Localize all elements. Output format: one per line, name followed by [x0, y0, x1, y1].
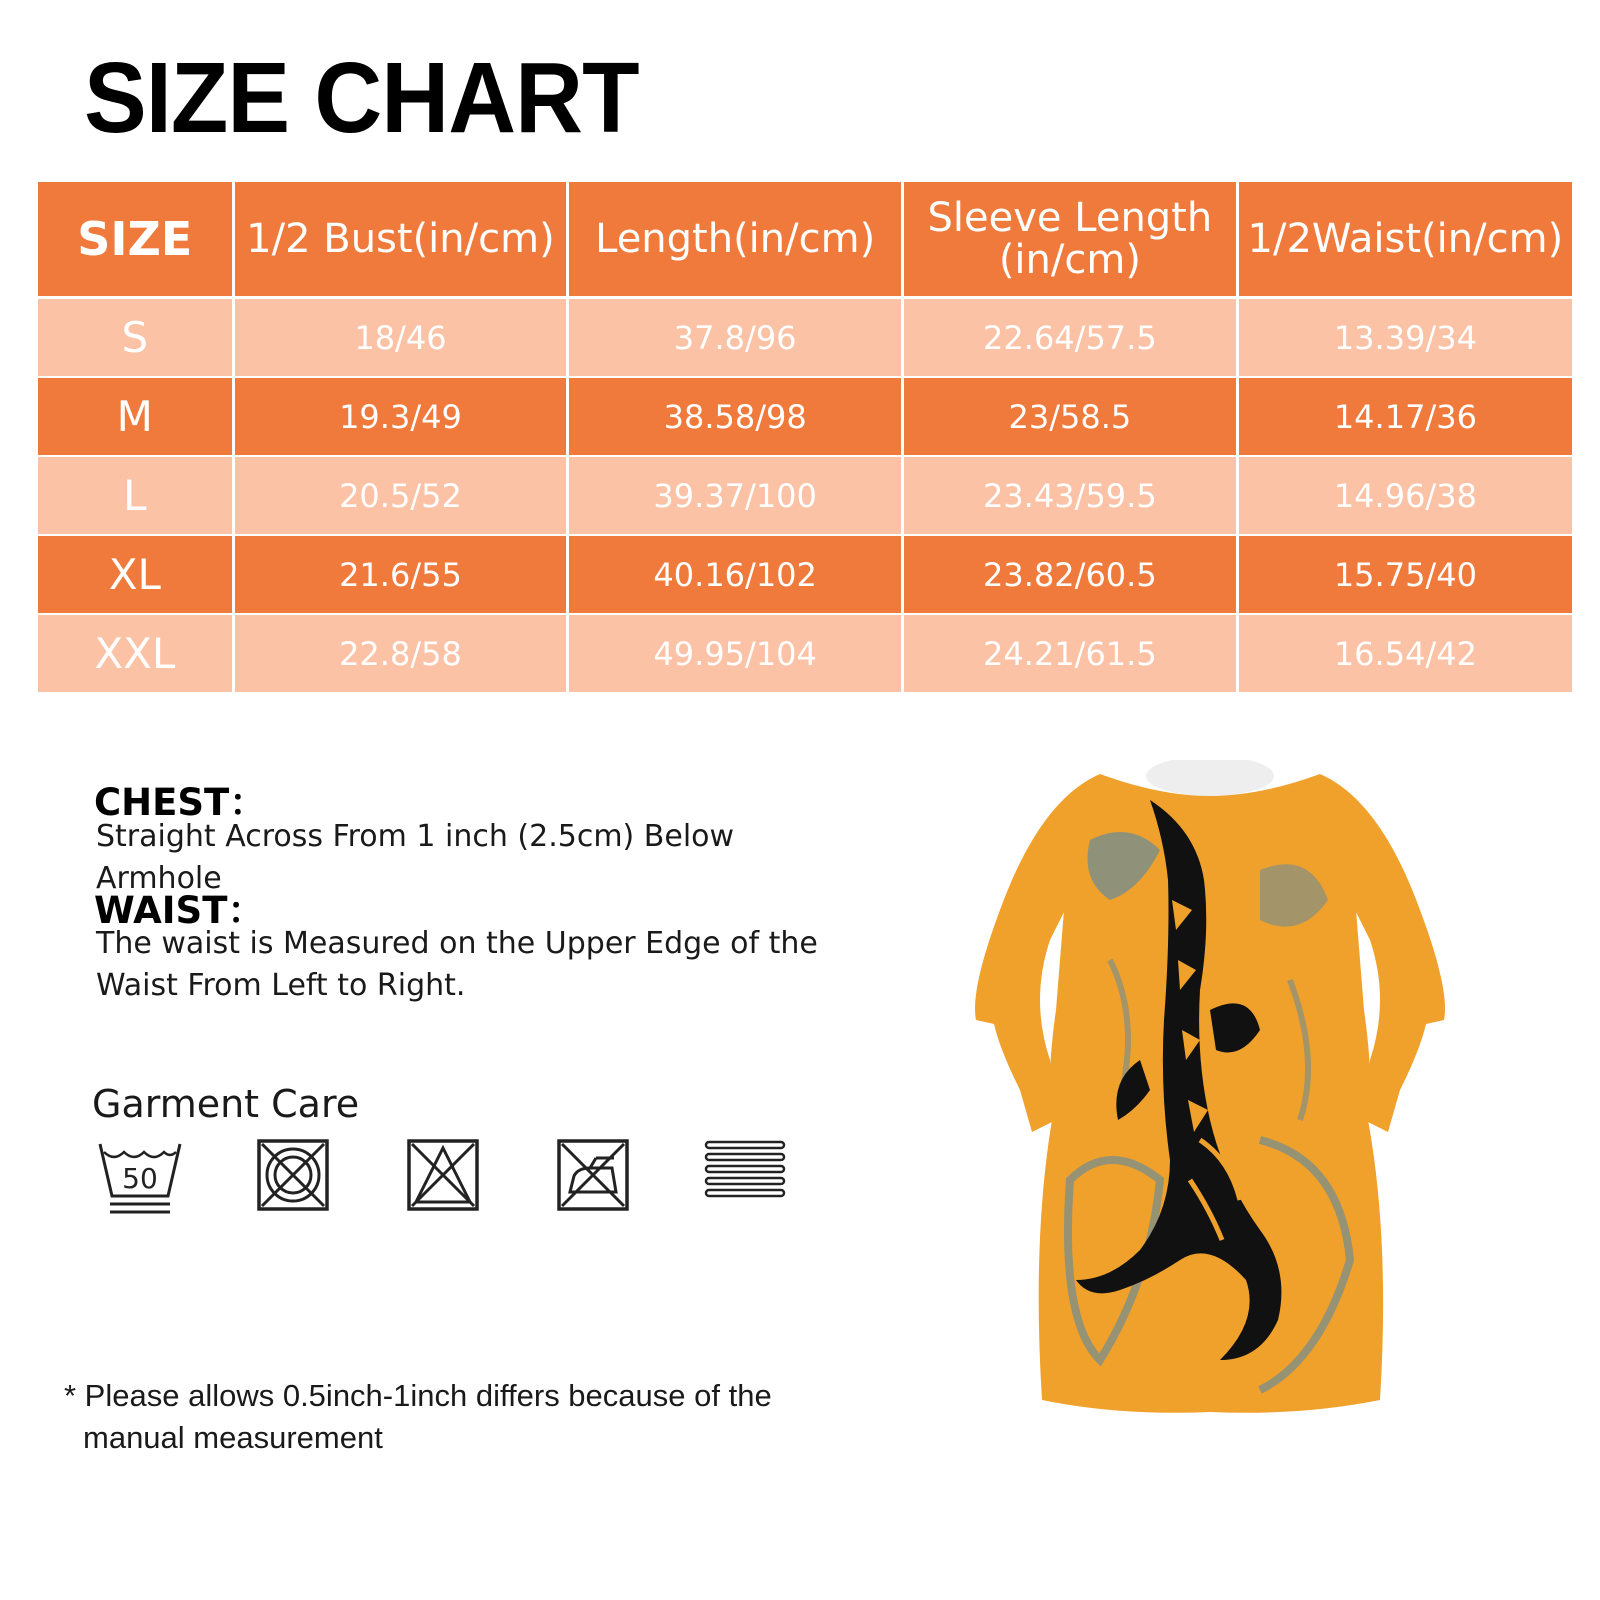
header-sleeve-line2: (in/cm)	[998, 237, 1141, 283]
page-title: SIZE CHART	[84, 42, 639, 154]
length-cell: 39.37/100	[568, 456, 903, 535]
chest-label: CHEST：	[94, 781, 267, 824]
dry-flat-icon	[704, 1138, 788, 1204]
waist-cell: 14.17/36	[1237, 377, 1572, 456]
dress-product-image	[960, 760, 1460, 1440]
size-cell: XXL	[38, 614, 233, 693]
bust-cell: 22.8/58	[233, 614, 568, 693]
table-row	[38, 456, 1572, 535]
sleeve-cell: 23.43/59.5	[903, 456, 1238, 535]
waist-description-line1: The waist is Measured on the Upper Edge of the	[96, 926, 818, 961]
waist-cell: 14.96/38	[1237, 456, 1572, 535]
bust-cell: 18/46	[233, 298, 568, 378]
note-line2: manual measurement	[83, 1420, 383, 1455]
header-sleeve	[903, 182, 1238, 298]
wash-temp-label: 50	[122, 1162, 158, 1195]
size-cell: L	[38, 456, 233, 535]
sleeve-cell: 24.21/61.5	[903, 614, 1238, 693]
bust-cell: 19.3/49	[233, 377, 568, 456]
size-cell: S	[38, 298, 233, 378]
size-cell: XL	[38, 535, 233, 614]
wash-50-icon	[96, 1138, 186, 1218]
length-cell: 49.95/104	[568, 614, 903, 693]
length-cell: 38.58/98	[568, 377, 903, 456]
sleeve-cell: 23.82/60.5	[903, 535, 1238, 614]
note-line1: * Please allows 0.5inch-1inch differs because of the	[64, 1378, 772, 1413]
measurement-note	[64, 1375, 864, 1459]
bust-cell: 21.6/55	[233, 535, 568, 614]
header-length: Length(in/cm)	[568, 182, 903, 298]
size-cell: M	[38, 377, 233, 456]
waist-cell: 13.39/34	[1237, 298, 1572, 378]
do-not-bleach-icon	[406, 1138, 480, 1212]
table-row	[38, 614, 1572, 693]
sleeve-cell: 22.64/57.5	[903, 298, 1238, 378]
header-bust: 1/2 Bust(in/cm)	[233, 182, 568, 298]
length-cell: 37.8/96	[568, 298, 903, 378]
bust-cell: 20.5/52	[233, 456, 568, 535]
do-not-tumble-dry-icon	[256, 1138, 330, 1212]
sleeve-cell: 23/58.5	[903, 377, 1238, 456]
do-not-iron-icon	[556, 1138, 630, 1212]
header-sleeve-line1: Sleeve Length	[927, 195, 1213, 241]
waist-label: WAIST：	[94, 889, 265, 932]
table-row	[38, 535, 1572, 614]
waist-cell: 16.54/42	[1237, 614, 1572, 693]
garment-care-title: Garment Care	[92, 1082, 360, 1126]
length-cell: 40.16/102	[568, 535, 903, 614]
waist-cell: 15.75/40	[1237, 535, 1572, 614]
chest-description: Straight Across From 1 inch (2.5cm) Below Armhole	[96, 819, 735, 896]
waist-description	[96, 923, 856, 1007]
waist-description-line2: Waist From Left to Right.	[96, 968, 466, 1003]
header-waist: 1/2Waist(in/cm)	[1237, 182, 1572, 298]
table-header-row	[38, 182, 1572, 298]
header-size: SIZE	[38, 182, 233, 298]
size-chart-table	[38, 182, 1572, 694]
table-row	[38, 298, 1572, 378]
table-row	[38, 377, 1572, 456]
